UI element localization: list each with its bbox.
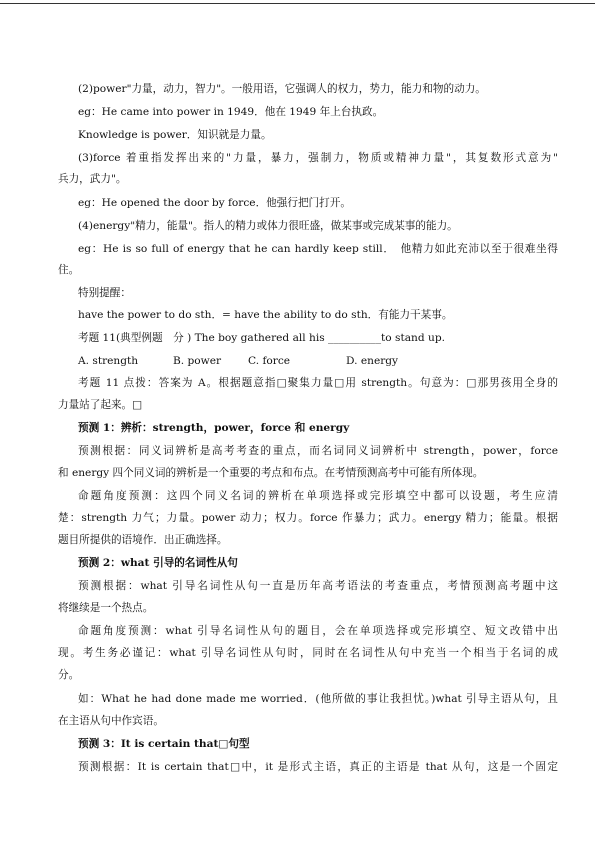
prediction-2-basis-cont: 将继续是一个热点。 — [58, 602, 154, 614]
option-d: D. energy — [346, 355, 399, 367]
prediction-1-angle-cont: 楚：strength 力气；力量。power 动力；权力。force 作暴力；武力。energy 精力；能量。根据 — [58, 512, 558, 524]
prediction-2-example: 如：What he had done made me worried．(他所做的事让我担忧。)what 引导主语从句，且 — [78, 693, 558, 705]
prediction-3-basis: 预测根据：It is certain that□中，it 是形式主语，真正的主语是 that 从句，这是一个固定 — [78, 761, 558, 773]
energy-example-cont: 住。 — [58, 264, 80, 276]
force-definition-cont: 兵力，武力"。 — [58, 173, 127, 185]
special-note-title: 特别提醒： — [78, 287, 131, 299]
prediction-2-angle-end: 分。 — [58, 669, 80, 681]
option-b: B. power — [173, 355, 222, 367]
prediction-3-heading: 预测 3：It is certain that□句型 — [78, 738, 250, 750]
exam-11-explanation: 考题 11 点拨：答案为 A。根据题意指□聚集力量□用 strength。句意为：□那男孩用全身的 — [78, 377, 558, 389]
special-note: have the power to do sth．= have the ability to do sth．有能力干某事。 — [78, 309, 453, 321]
prediction-2-heading: 预测 2：what 引导的名词性从句 — [78, 557, 238, 569]
force-definition: (3)force 着重指发挥出来的"力量，暴力，强制力，物质或精神力量"，其复数形式意为" — [78, 152, 558, 164]
prediction-1-angle: 命题角度预测：这四个同义名词的辨析在单项选择或完形填空中都可以设题，考生应清 — [78, 490, 558, 502]
prediction-2-example-cont: 在主语从句中作宾语。 — [58, 715, 164, 727]
prediction-1-basis: 预测根据：同义词辨析是高考考查的重点，而名词同义词辨析中 strength，power，force — [78, 445, 558, 457]
prediction-1-angle-end: 题目所提供的语境作．出正确选择。 — [58, 534, 228, 546]
exam-11-explanation-cont: 力量站了起来。□ — [58, 399, 143, 411]
option-c: C. force — [248, 355, 291, 367]
power-definition: (2)power"力量，动力，智力"。一般用语，它强调人的权力，势力，能力和物的动力。 — [78, 83, 486, 95]
option-a: A. strength — [78, 355, 139, 367]
energy-definition: (4)energy"精力，能量"。指人的精力或体力很旺盛，做某事或完成某事的能力。 — [78, 220, 458, 232]
energy-example: eg：He is so full of energy that he can hardly keep still． 他精力如此充沛以至于很难坐得 — [78, 243, 558, 255]
page-top-rule — [0, 3, 595, 4]
force-example: eg：He opened the door by force．他强行把门打开。 — [78, 197, 351, 209]
prediction-1-basis-cont: 和 energy 四个同义词的辨析是一个重要的考点和布点。在考情预测高考中可能有所体现。 — [58, 467, 484, 479]
prediction-2-angle: 命题角度预测：what 引导名词性从句的题目，会在单项选择或完形填空、短文改错中出 — [78, 625, 558, 637]
prediction-2-basis: 预测根据：what 引导名词性从句一直是历年高考语法的考查重点，考情预测高考题中这 — [78, 580, 558, 592]
power-example-2: Knowledge is power．知识就是力量。 — [78, 129, 272, 141]
power-example-1: eg：He came into power in 1949．他在 1949 年上台执政。 — [78, 106, 384, 118]
exam-question-11: 考题 11(典型例题 分 ) The boy gathered all his __________to stand up. — [78, 332, 445, 344]
prediction-1-heading: 预测 1：辨析：strength，power，force 和 energy — [78, 422, 350, 434]
prediction-2-angle-cont: 现。考生务必谨记：what 引导名词性从句时，同时在名词性从句中充当一个相当于名词的成 — [58, 647, 558, 659]
